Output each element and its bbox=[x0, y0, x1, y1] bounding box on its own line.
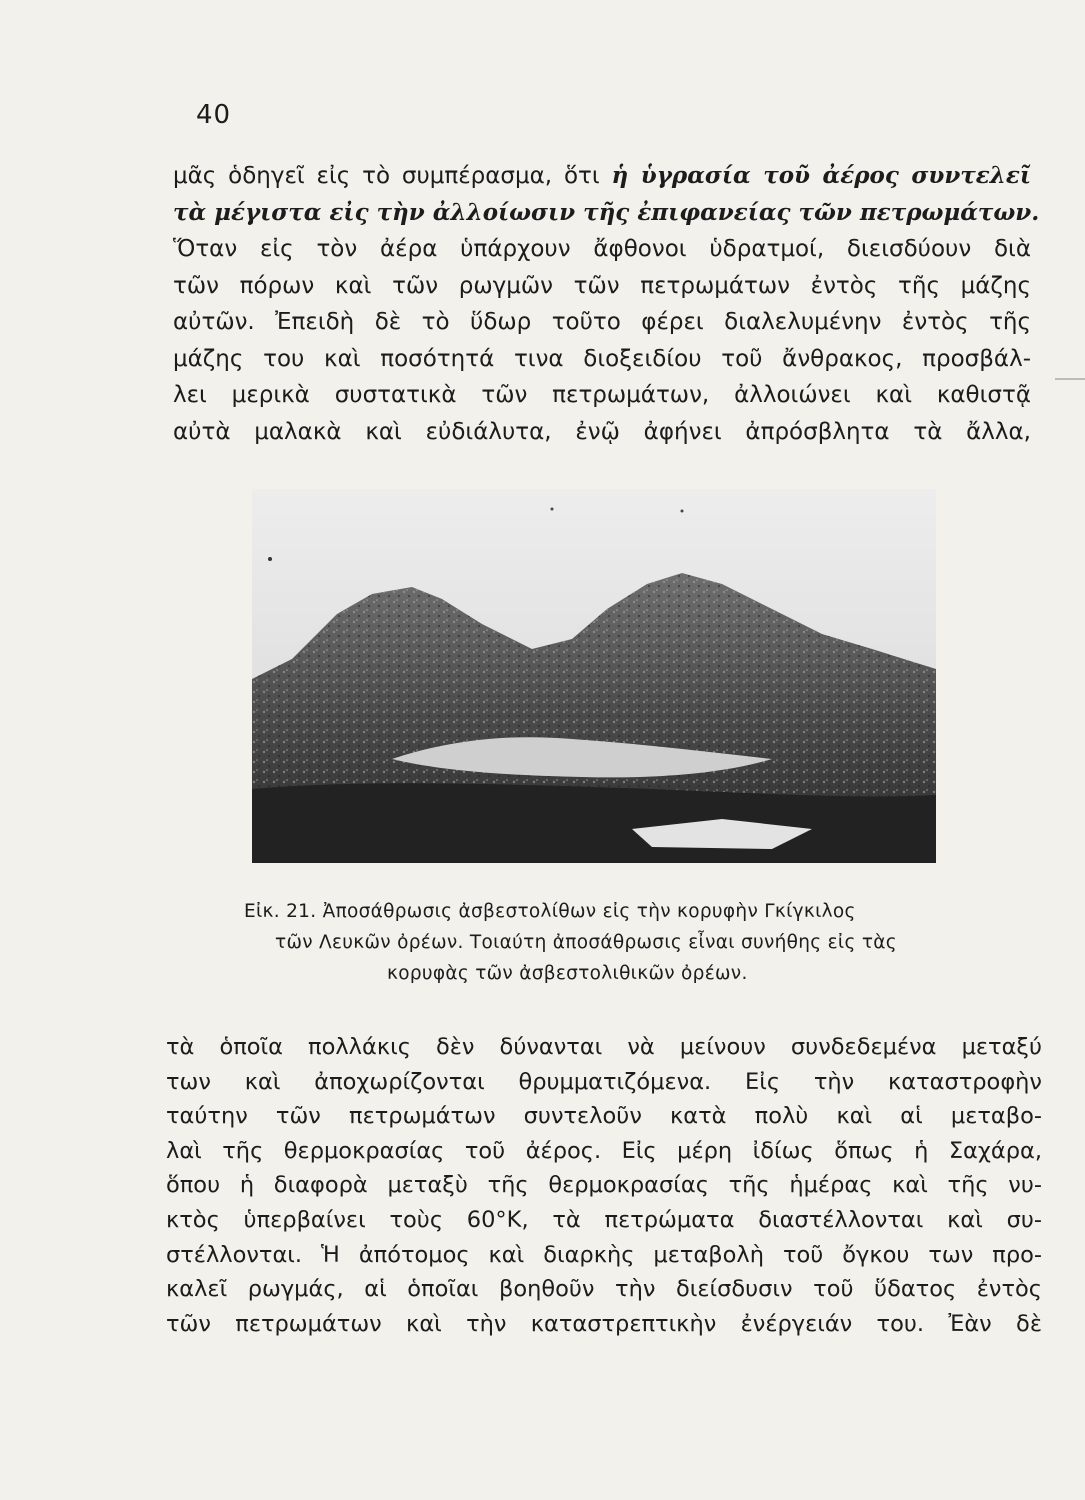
text-line: αὐτὰ μαλακὰ καὶ εὐδιάλυτα, ἐνῷ ἀφήνει ἀπρόσβλητα τὰ ἄλλα, bbox=[173, 418, 1031, 445]
photo-speck bbox=[551, 508, 554, 511]
text-line: αὐτῶν. Ἐπειδὴ δὲ τὸ ὕδωρ τοῦτο φέρει διαλελυμένην ἐντὸς τῆς bbox=[173, 309, 1031, 335]
text-line bbox=[173, 158, 1031, 195]
photo-speck bbox=[268, 557, 272, 561]
text-line: καλεῖ ρωγμάς, αἱ ὁποῖαι βοηθοῦν τὴν διείσδυσιν τοῦ ὕδατος ἐντὸς bbox=[166, 1276, 1042, 1303]
text-line: ταύτην τῶν πετρωμάτων συντελοῦν κατὰ πολὺ καὶ αἱ μεταβο- bbox=[166, 1103, 1042, 1130]
text-span: μᾶς ὁδηγεῖ εἰς τὸ συμπέρασμα, ὅτι bbox=[173, 163, 612, 189]
caption-line: Εἰκ. 21. Ἀποσάθρωσις ἀσβεστολίθων εἰς τὴν κορυφὴν Γκίγκιλος bbox=[244, 901, 856, 922]
caption-line: κορυφὰς τῶν ἀσβεστολιθικῶν ὀρέων. bbox=[387, 963, 748, 984]
text-line: τὰ ὁποῖα πολλάκις δὲν δύνανται νὰ μείνουν συνδεδεμένα μεταξύ bbox=[166, 1034, 1042, 1060]
emphasis-span: ἡ ὑγρασία τοῦ ἀέρος συντελεῖ bbox=[611, 162, 1031, 189]
text-line: λει μερικὰ συστατικὰ τῶν πετρωμάτων, ἀλλοιώνει καὶ καθιστᾷ bbox=[173, 382, 1031, 408]
text-line: τῶν πετρωμάτων καὶ τὴν καταστρεπτικὴν ἐνέργειάν του. Ἐὰν δὲ bbox=[166, 1310, 1042, 1337]
text-line: στέλλονται. Ἡ ἀπότομος καὶ διαρκὴς μεταβολὴ τοῦ ὄγκου των προ- bbox=[166, 1241, 1042, 1268]
mountain-photo bbox=[252, 489, 936, 863]
text-line: λαὶ τῆς θερμοκρασίας τοῦ ἀέρος. Εἰς μέρη ἰδίως ὅπως ἡ Σαχάρα, bbox=[166, 1137, 1042, 1164]
figure-caption bbox=[244, 896, 952, 989]
text-line: κτὸς ὑπερβαίνει τοὺς 60°Κ, τὰ πετρώματα διαστέλλονται καὶ συ- bbox=[166, 1206, 1042, 1233]
paragraph-bottom bbox=[166, 1030, 1042, 1341]
emphasis-span: τὰ μέγιστα εἰς τὴν ἀλλοίωσιν τῆς ἐπιφανείας τῶν πετρωμάτων. bbox=[173, 198, 1040, 226]
text-line: Ὅταν εἰς τὸν ἀέρα ὑπάρχουν ἄφθονοι ὑδρατμοί, διεισδύουν διὰ bbox=[173, 236, 1031, 262]
caption-line: τῶν Λευκῶν ὀρέων. Τοιαύτη ἀποσάθρωσις εἶναι συνήθης εἰς τὰς bbox=[275, 932, 897, 953]
text-line: ὅπου ἡ διαφορὰ μεταξὺ τῆς θερμοκρασίας τῆς ἡμέρας καὶ τῆς νυ- bbox=[166, 1172, 1042, 1199]
paragraph-top bbox=[173, 158, 1040, 450]
text-line: τῶν πόρων καὶ τῶν ρωγμῶν τῶν πετρωμάτων ἐντὸς τῆς μάζης bbox=[173, 272, 1031, 299]
page-number: 40 bbox=[196, 100, 232, 130]
text-line: μάζης του καὶ ποσότητά τινα διοξειδίου τοῦ ἄνθρακος, προσβάλ- bbox=[173, 345, 1031, 372]
text-line bbox=[173, 195, 1040, 232]
photo-speck bbox=[681, 510, 684, 513]
scan-edge-mark bbox=[1055, 378, 1085, 380]
text-line: των καὶ ἀποχωρίζονται θρυμματιζόμενα. Εἰς τὴν καταστροφὴν bbox=[166, 1068, 1042, 1095]
mountain-photo-drawing bbox=[252, 489, 936, 863]
